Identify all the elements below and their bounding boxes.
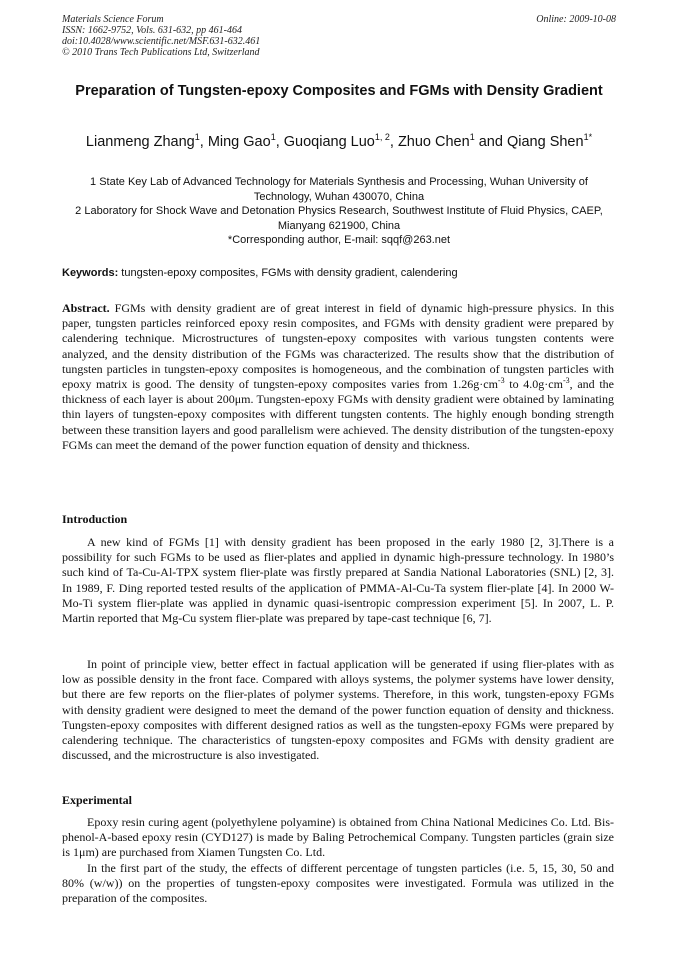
corresponding-author: *Corresponding author, E-mail: sqqf@263.net [227, 234, 451, 247]
author-affiliation-mark: 1 [194, 132, 200, 142]
experimental-paragraph-1: Epoxy resin curing agent (polyethylene polyamine) is obtained from China National Medicines Co. Ltd. Bis-phenol-A-based epoxy resin (CYD127) is made by Baling Petrochemical Company. Tungsten particles (grain size is 1μm) are purchased from Xiamen Tungsten Co. Ltd. [62, 815, 614, 860]
keywords-label: Keywords: [62, 267, 119, 279]
abstract-text: , and the thickness of each layer is about 200μm. Tungsten-epoxy FGMs with density gradient were obtained by laminating thin layers of tungsten-epoxy composites with different tungsten contents. The highly enough bonding strength between these transition layers and good parallelism were achieved. The density distribution of the tungsten-epoxy FGMs can meet the demand of the power function equation of density and thickness. [62, 377, 614, 452]
affiliation-2: 2 Laboratory for Shock Wave and Detonation Physics Research, Southwest Institute of Fluid Physics, CAEP, Mianyang 621900, China [75, 205, 603, 232]
author-affiliation-mark: 1 [270, 132, 276, 142]
experimental-paragraph-2: In the first part of the study, the effects of different percentage of tungsten particles (i.e. 5, 15, 30, 50 and 80% (w/w)) on the properties of tungsten-epoxy composites were investigated. Formula was utilized in the preparation of the composites. [62, 861, 614, 906]
author-name: and Qiang Shen [474, 133, 584, 150]
online-date: Online: 2009-10-08 [536, 14, 616, 25]
experimental-heading: Experimental [62, 793, 132, 807]
abstract-superscript: -3 [562, 376, 570, 386]
author-name: Lianmeng Zhang [85, 133, 195, 150]
copyright-line: © 2010 Trans Tech Publications Ltd, Switzerland [62, 47, 260, 58]
author-name: , Ming Gao [199, 133, 271, 150]
introduction-heading: Introduction [62, 512, 128, 526]
paper-title: Preparation of Tungsten-epoxy Composites and FGMs with Density Gradient [75, 83, 603, 99]
keywords-text: tungsten-epoxy composites, FGMs with density gradient, calendering [118, 267, 458, 279]
author-name: , Zhuo Chen [389, 133, 470, 150]
author-affiliation-mark: 1 [469, 132, 475, 142]
abstract-superscript: -3 [497, 376, 505, 386]
author-affiliation-mark: 1, 2 [374, 132, 390, 142]
journal-header [62, 14, 260, 58]
abstract-label: Abstract. [62, 301, 110, 315]
abstract-text: to 4.0g·cm [504, 377, 563, 392]
author-affiliation-mark: 1* [583, 132, 593, 142]
affiliation-1: 1 State Key Lab of Advanced Technology for Materials Synthesis and Processing, Wuhan University of Technology, Wuhan 430070, China [90, 176, 588, 203]
abstract [62, 301, 614, 453]
abstract-text: FGMs with density gradient are of great interest in field of dynamic high-pressure physics. In this paper, tungsten particles reinforced epoxy resin composites, and FGMs with density gradient were prepared by calendering technique. Microstructures of tungsten-epoxy composites with various tungsten contents were analyzed, and the density distribution of the FGMs was characterized. The results show that the distribution of tungsten particles in tungsten-epoxy composites is homogeneous, and the combination of tungsten particles with epoxy matrix is good. The density of tungsten-epoxy composites varies from 1.26g·cm [62, 301, 614, 392]
issn-line: ISSN: 1662-9752, Vols. 631-632, pp 461-464 [62, 25, 242, 36]
affiliations [62, 175, 616, 248]
introduction-paragraph-1: A new kind of FGMs [1] with density gradient has been proposed in the early 1980 [2, 3].There is a possibility for such FGMs to be used as flier-plates and applied in dynamic high-pressure technology. In 1980’s such kind of Ta-Cu-Al-TPX system flier-plate was firstly prepared at Sandia National Laboratories (SNL) [2, 3]. In 1989, F. Ding reported tested results of the application of PMMA-Al-Cu-Ta system flier-plate [4]. In 2000 W-Mo-Ti system flier-plate was applied in dynamic quasi-isentropic compression experiment [5]. In 2007, L. P. Martin reported that Mg-Cu system flier-plate was prepared by tape-cast technique [6, 7]. [62, 535, 614, 626]
author-name: , Guoqiang Luo [275, 133, 375, 150]
introduction-paragraph-2: In point of principle view, better effect in factual application will be generated if using flier-plates with as low as possible density in the front face. Compared with alloys systems, the polymer systems have lower density, but there are few reports on the flier-plates of polymer systems. Therefore, in this work, tungsten-epoxy FGMs with density gradient were designed to meet the demand of the power function equation of density and thickness. Tungsten-epoxy composites with different designed ratios as well as the tungsten-epoxy FGMs were prepared by calendering technique. The characteristics of tungsten-epoxy composites and FGMs with density gradient are discussed, and the microstructure is also investigated. [62, 657, 614, 763]
doi-line: doi:10.4028/www.scientific.net/MSF.631-632.461 [62, 36, 261, 47]
journal-name: Materials Science Forum [62, 14, 164, 25]
author-list [70, 128, 608, 152]
keywords [62, 266, 616, 280]
